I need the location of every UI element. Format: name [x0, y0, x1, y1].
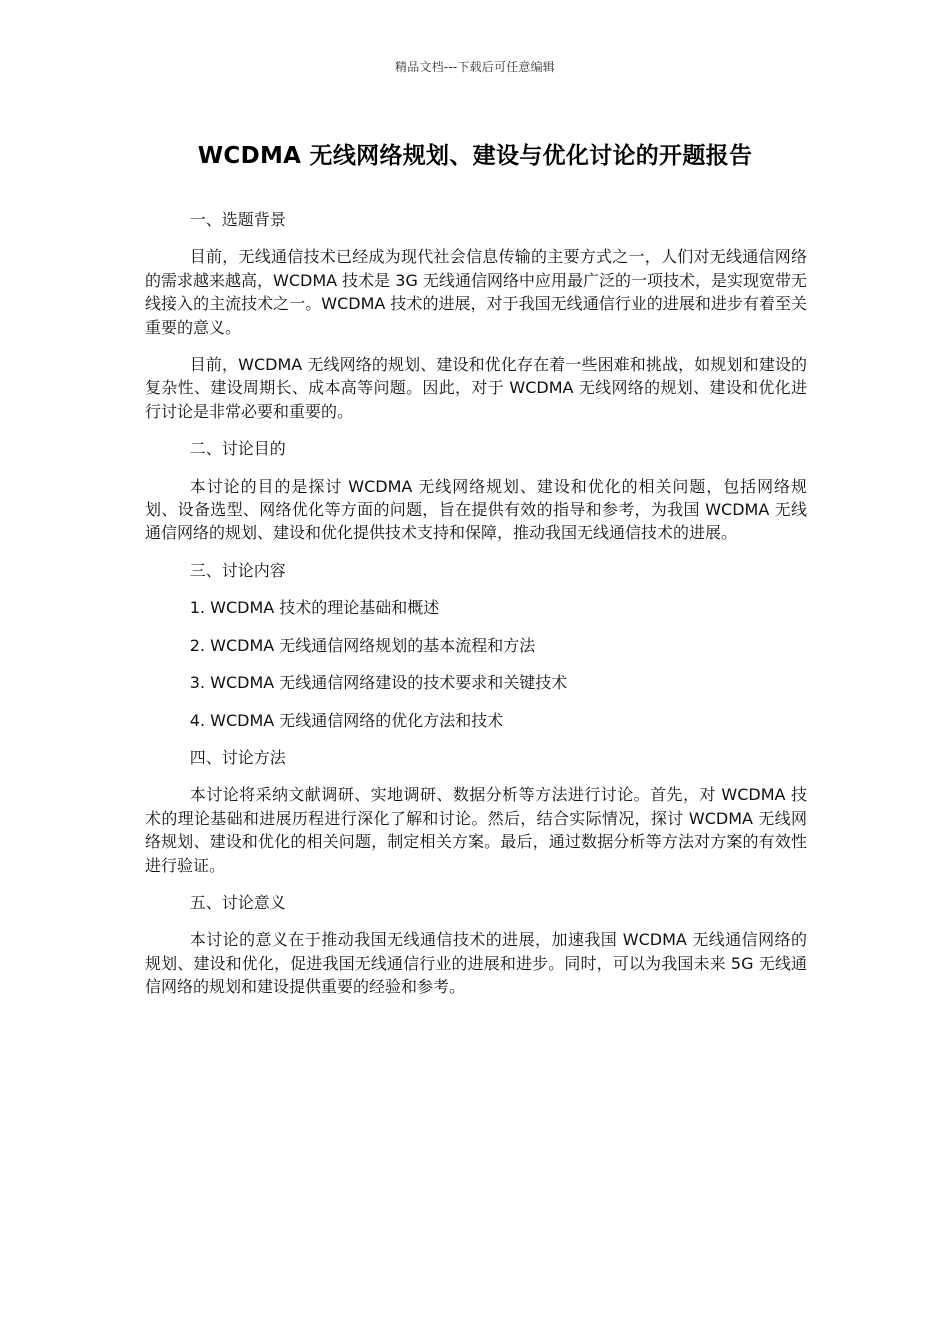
- paragraph-background-2: 目前，WCDMA 无线网络的规划、建设和优化存在着一些困难和挑战，如规划和建设的复杂性、建设周期长、成本高等问题。因此，对于 WCDMA 无线网络的规划、建设和优化进行讨论是非常必要和重要的。: [145, 355, 807, 421]
- section-heading-significance: 五、讨论意义: [189, 892, 286, 912]
- section-heading-background: 一、选题背景: [189, 210, 286, 229]
- list-item-content-1: 1. WCDMA 技术的理论基础和概述: [189, 598, 440, 618]
- section-heading-method: 四、讨论方法: [189, 747, 286, 767]
- section-heading-content: 三、讨论内容: [189, 560, 286, 580]
- document-title: WCDMA 无线网络规划、建设与优化讨论的开题报告: [197, 143, 753, 169]
- header-note: 精品文档---下载后可任意编辑: [395, 60, 555, 74]
- list-item-content-4: 4. WCDMA 无线通信网络的优化方法和技术: [189, 710, 504, 730]
- list-item-content-2: 2. WCDMA 无线通信网络规划的基本流程和方法: [189, 635, 536, 655]
- list-item-content-3: 3. WCDMA 无线通信网络建设的技术要求和关键技术: [189, 673, 568, 693]
- paragraph-method-1: 本讨论将采纳文献调研、实地调研、数据分析等方法进行讨论。首先，对 WCDMA 技术的理论基础和进展历程进行深化了解和讨论。然后，结合实际情况，探讨 WCDMA 无线网络规划、建设和优化的相关问题，制定相关方案。最后，通过数据分析等方法对方案的有效性进行验证。: [145, 785, 807, 875]
- section-heading-purpose: 二、讨论目的: [189, 439, 286, 459]
- paragraph-purpose-1: 本讨论的目的是探讨 WCDMA 无线网络规划、建设和优化的相关问题，包括网络规划、设备选型、网络优化等方面的问题，旨在提供有效的指导和参考，为我国 WCDMA 无线通信网络的规划、建设和优化提供技术支持和保障，推动我国无线通信技术的进展。: [145, 476, 807, 543]
- paragraph-background-1: 目前，无线通信技术已经成为现代社会信息传输的主要方式之一，人们对无线通信网络的需求越来越高，WCDMA 技术是 3G 无线通信网络中应用最广泛的一项技术，是实现宽带无线接入的主流技术之一。WCDMA 技术的进展，对于我国无线通信行业的进展和进步有着至关重要的意义。: [145, 247, 807, 337]
- paragraph-significance-1: 本讨论的意义在于推动我国无线通信技术的进展，加速我国 WCDMA 无线通信网络的规划、建设和优化，促进我国无线通信行业的进展和进步。同时，可以为我国未来 5G 无线通信网络的规划和建设提供重要的经验和参考。: [145, 930, 807, 997]
- document-body: [145, 208, 807, 1013]
